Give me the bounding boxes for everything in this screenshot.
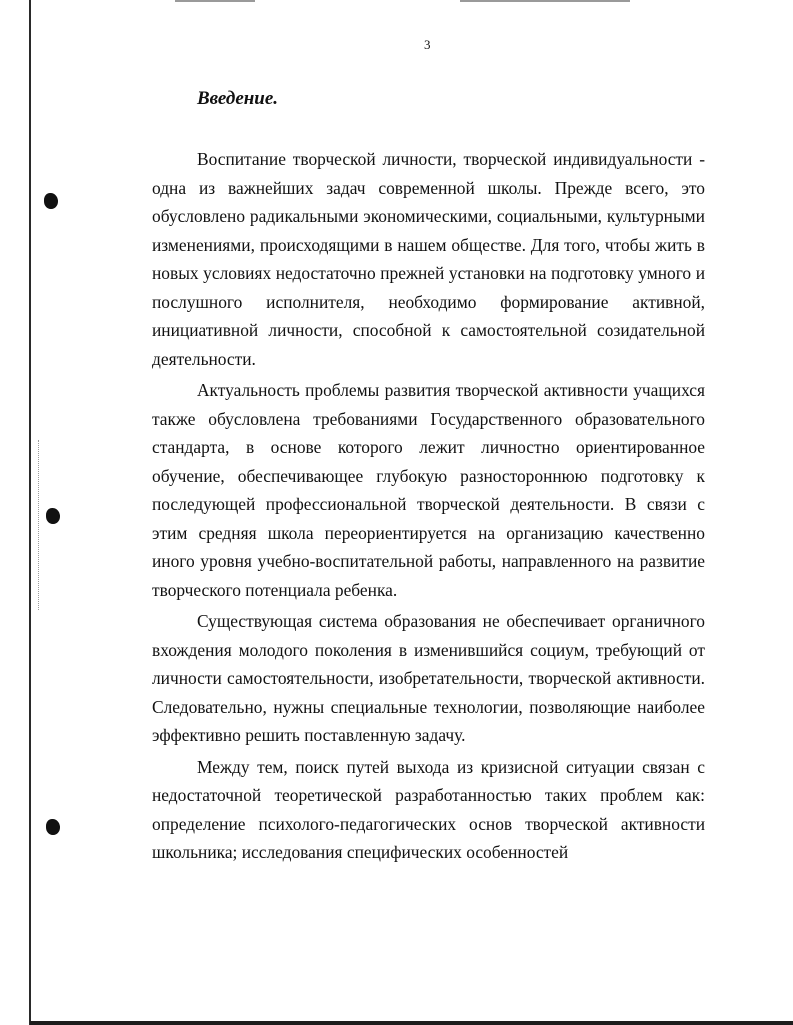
body-text	[152, 145, 705, 870]
scan-smudge	[460, 0, 630, 2]
binding-hole	[44, 193, 58, 209]
scan-smudge	[175, 0, 255, 2]
paragraph: Существующая система образования не обеспечивает органичного вхождения молодого поколения в изменившийся социум, требующий от личности самостоятельности, изобретательности, творческой активности. Следовательно, нужны специальные технологии, позволяющие наиболее эффективно решить поставленную задачу.	[152, 611, 705, 745]
scan-specks	[38, 440, 40, 610]
paragraph: Воспитание творческой личности, творческой индивидуальности - одна из важнейших задач современной школы. Прежде всего, это обусловлено радикальными экономическими, социальными, культурными изменениями, происходящими в нашем обществе. Для того, чтобы жить в новых условиях недостаточно прежней установки на подготовку умного и послушного исполнителя, необходимо формирование активной, инициативной личности, способной к самостоятельной созидательной деятельности.	[152, 149, 705, 369]
section-heading: Введение.	[197, 88, 279, 109]
binding-hole	[46, 508, 60, 524]
paragraph: Актуальность проблемы развития творческой активности учащихся также обусловлена требованиями Государственного образовательного стандарта, в основе которого лежит личностно ориентированное обучение, обеспечивающее глубокую разностороннюю подготовку к последующей профессиональной творческой деятельности. В связи с этим средняя школа переориентируется на организацию качественно иного уровня учебно-воспитательной работы, направленного на развитие творческого потенциала ребенка.	[152, 380, 705, 600]
paragraph: Между тем, поиск путей выхода из кризисной ситуации связан с недостаточной теоретической разработанностью таких проблем как: определение психолого-педагогических основ творческой активности школьника; исследования специфических особенностей	[152, 756, 705, 862]
scan-edge-bottom	[30, 1021, 793, 1025]
scan-edge-left	[29, 0, 31, 1025]
binding-hole	[46, 819, 60, 835]
page-number: 3	[424, 37, 431, 52]
